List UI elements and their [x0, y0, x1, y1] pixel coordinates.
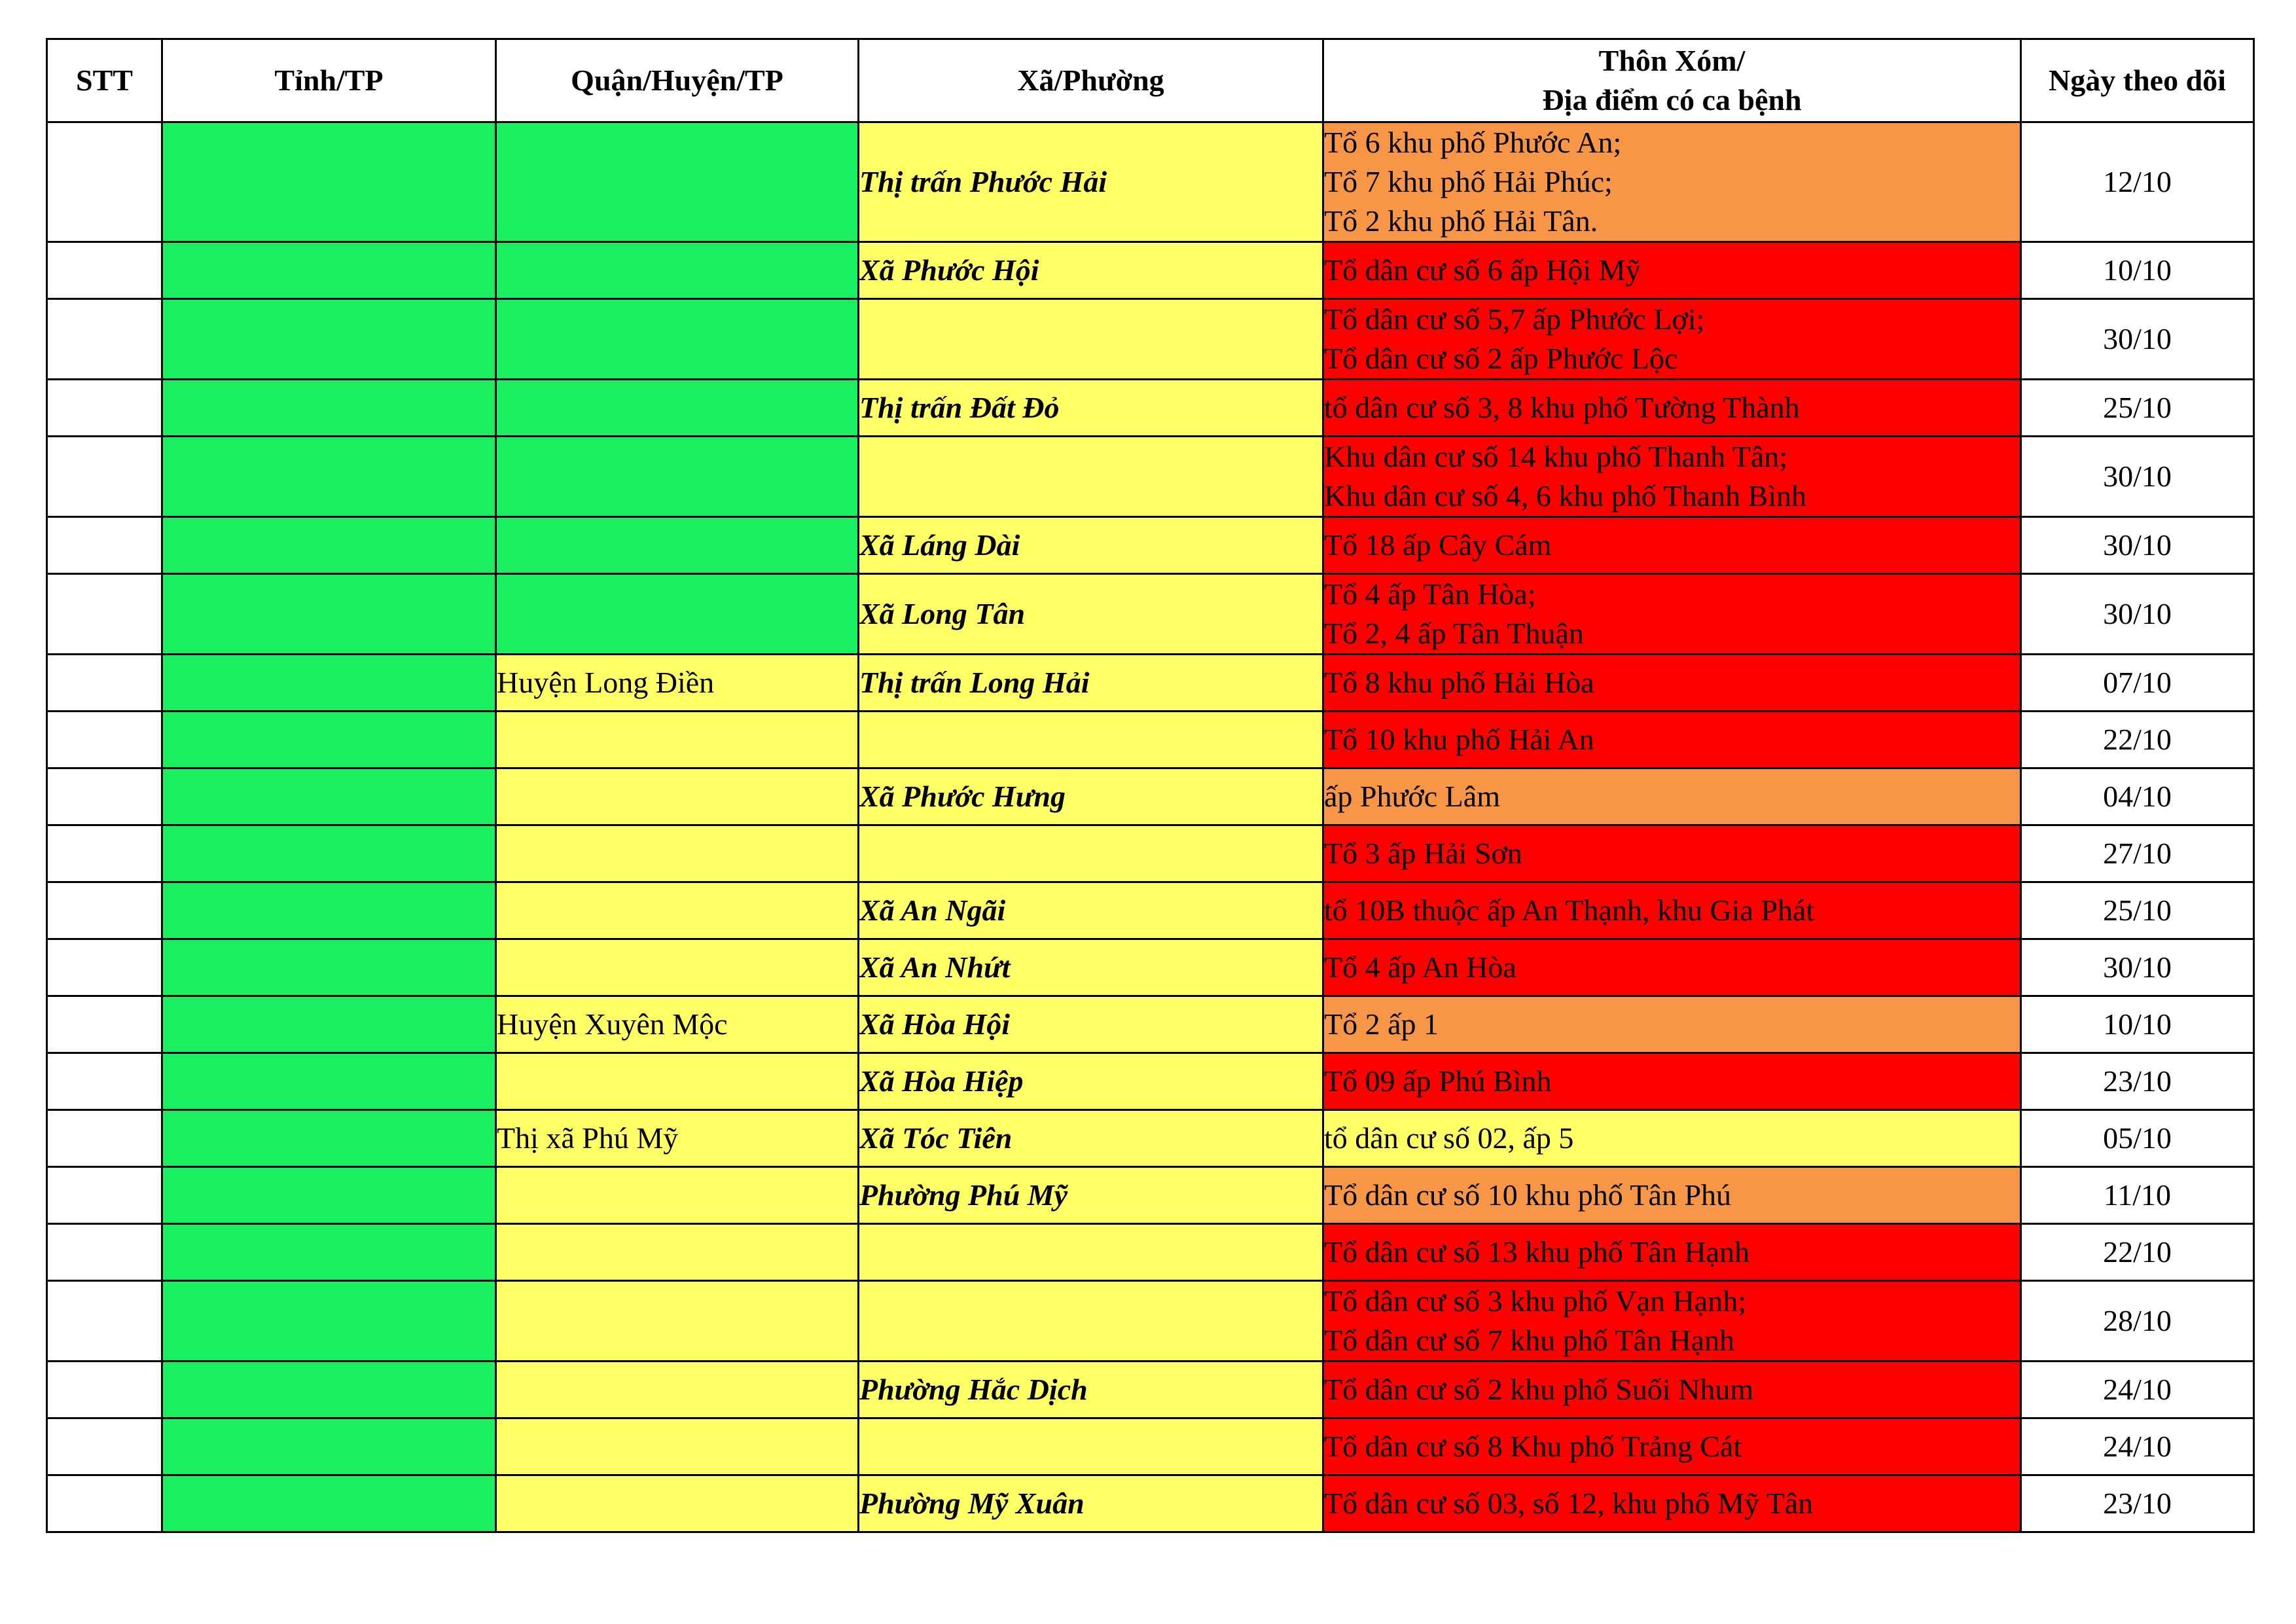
- header-monitor-date: Ngày theo dõi: [2021, 39, 2254, 122]
- stt-cell: [47, 1167, 162, 1224]
- table-row: [47, 1475, 2254, 1532]
- table-row: [47, 299, 2254, 380]
- commune-cell: Xã Hòa Hiệp: [859, 1053, 1323, 1110]
- location-line: Tổ 3 ấp Hải Sơn: [1324, 837, 1522, 870]
- table-row: [47, 122, 2254, 242]
- stt-cell: [47, 242, 162, 299]
- monitor-date-cell: 30/10: [2021, 299, 2254, 380]
- stt-cell: [47, 1475, 162, 1532]
- stt-cell: [47, 437, 162, 517]
- location-line: Tổ 18 ấp Cây Cám: [1324, 528, 1552, 562]
- location-cell: [1323, 122, 2021, 242]
- district-cell: [496, 1362, 859, 1418]
- location-cell: [1323, 1418, 2021, 1475]
- location-cell: [1323, 768, 2021, 825]
- district-cell: Thị xã Phú Mỹ: [496, 1110, 859, 1167]
- district-cell: [496, 1475, 859, 1532]
- stt-cell: [47, 299, 162, 380]
- location-line: Tổ dân cư số 5,7 ấp Phước Lợi;: [1324, 302, 1705, 336]
- district-cell: [496, 517, 859, 574]
- commune-cell: [859, 1224, 1323, 1281]
- district-cell: [496, 939, 859, 996]
- header-location: [1323, 39, 2021, 122]
- table-row: [47, 1110, 2254, 1167]
- stt-cell: [47, 996, 162, 1053]
- commune-cell: Xã An Ngãi: [859, 882, 1323, 939]
- location-line: Tổ dân cư số 2 khu phố Suối Nhum: [1324, 1373, 1754, 1406]
- province-cell: [162, 122, 496, 242]
- monitor-date-cell: 27/10: [2021, 825, 2254, 882]
- location-cell: [1323, 1167, 2021, 1224]
- commune-cell: Xã Phước Hưng: [859, 768, 1323, 825]
- monitor-date-cell: 30/10: [2021, 517, 2254, 574]
- province-cell: [162, 517, 496, 574]
- district-cell: [496, 1224, 859, 1281]
- stt-cell: [47, 1110, 162, 1167]
- commune-cell: Xã An Nhứt: [859, 939, 1323, 996]
- location-line: Tổ dân cư số 8 Khu phố Trảng Cát: [1324, 1430, 1742, 1463]
- location-line: Tổ 2 khu phố Hải Tân.: [1324, 204, 1598, 238]
- location-line: Tổ 2, 4 ấp Tân Thuận: [1324, 617, 1584, 650]
- stt-cell: [47, 1053, 162, 1110]
- district-cell: [496, 1053, 859, 1110]
- table-row: [47, 825, 2254, 882]
- commune-cell: Xã Láng Dài: [859, 517, 1323, 574]
- location-line: Tổ dân cư số 3 khu phố Vạn Hạnh;: [1324, 1284, 1746, 1318]
- district-cell: [496, 1281, 859, 1362]
- location-line: Tổ 6 khu phố Phước An;: [1324, 126, 1622, 159]
- district-cell: [496, 1167, 859, 1224]
- commune-cell: Phường Mỹ Xuân: [859, 1475, 1323, 1532]
- location-line: tổ dân cư số 02, ấp 5: [1324, 1121, 1574, 1155]
- monitor-date-cell: 10/10: [2021, 996, 2254, 1053]
- location-cell: [1323, 939, 2021, 996]
- header-location-line1: Thôn Xóm/: [1598, 44, 1746, 77]
- table-row: [47, 939, 2254, 996]
- province-cell: [162, 768, 496, 825]
- location-line: Tổ 7 khu phố Hải Phúc;: [1324, 165, 1613, 198]
- location-line: Tổ 2 ấp 1: [1324, 1007, 1439, 1041]
- monitor-date-cell: 10/10: [2021, 242, 2254, 299]
- commune-cell: Thị trấn Phước Hải: [859, 122, 1323, 242]
- location-cell: [1323, 655, 2021, 712]
- location-line: Tổ 4 ấp An Hòa: [1324, 950, 1516, 984]
- location-cell: [1323, 380, 2021, 437]
- location-cell: [1323, 882, 2021, 939]
- table-row: [47, 1281, 2254, 1362]
- table-header: [47, 39, 2254, 122]
- commune-cell: [859, 437, 1323, 517]
- commune-cell: Phường Hắc Dịch: [859, 1362, 1323, 1418]
- stt-cell: [47, 825, 162, 882]
- location-line: Tổ 09 ấp Phú Bình: [1324, 1064, 1552, 1098]
- province-cell: [162, 996, 496, 1053]
- province-cell: [162, 1362, 496, 1418]
- stt-cell: [47, 655, 162, 712]
- district-cell: [496, 825, 859, 882]
- location-cell: [1323, 1281, 2021, 1362]
- district-cell: [496, 437, 859, 517]
- monitor-date-cell: 30/10: [2021, 437, 2254, 517]
- location-line: ấp Phước Lâm: [1324, 780, 1500, 813]
- commune-cell: Xã Hòa Hội: [859, 996, 1323, 1053]
- district-cell: [496, 768, 859, 825]
- district-cell: Huyện Xuyên Mộc: [496, 996, 859, 1053]
- stt-cell: [47, 1281, 162, 1362]
- header-location-line2: Địa điểm có ca bệnh: [1542, 83, 1802, 117]
- commune-cell: [859, 825, 1323, 882]
- commune-cell: [859, 299, 1323, 380]
- stt-cell: [47, 939, 162, 996]
- commune-cell: Phường Phú Mỹ: [859, 1167, 1323, 1224]
- table-body: [47, 122, 2254, 1532]
- province-cell: [162, 1418, 496, 1475]
- table-row: [47, 1053, 2254, 1110]
- monitor-date-cell: 25/10: [2021, 380, 2254, 437]
- district-cell: [496, 712, 859, 768]
- stt-cell: [47, 380, 162, 437]
- stt-cell: [47, 122, 162, 242]
- district-cell: [496, 299, 859, 380]
- province-cell: [162, 1224, 496, 1281]
- location-cell: [1323, 1110, 2021, 1167]
- table-row: [47, 1224, 2254, 1281]
- location-line: Tổ 8 khu phố Hải Hòa: [1324, 666, 1594, 699]
- location-line: Khu dân cư số 4, 6 khu phố Thanh Bình: [1324, 479, 1807, 513]
- province-cell: [162, 574, 496, 655]
- stt-cell: [47, 768, 162, 825]
- monitor-date-cell: 22/10: [2021, 1224, 2254, 1281]
- commune-cell: Thị trấn Long Hải: [859, 655, 1323, 712]
- location-cell: [1323, 1362, 2021, 1418]
- header-row: [47, 39, 2254, 122]
- district-cell: [496, 242, 859, 299]
- monitor-date-cell: 11/10: [2021, 1167, 2254, 1224]
- stt-cell: [47, 574, 162, 655]
- location-line: Tổ 10 khu phố Hải An: [1324, 723, 1594, 756]
- location-cell: [1323, 1475, 2021, 1532]
- province-cell: [162, 882, 496, 939]
- monitor-date-cell: 07/10: [2021, 655, 2254, 712]
- table-row: [47, 1418, 2254, 1475]
- province-cell: [162, 242, 496, 299]
- monitor-date-cell: 24/10: [2021, 1362, 2254, 1418]
- table-row: [47, 1362, 2254, 1418]
- table-row: [47, 996, 2254, 1053]
- location-line: Tổ dân cư số 2 ấp Phước Lộc: [1324, 342, 1678, 375]
- stt-cell: [47, 1224, 162, 1281]
- province-cell: [162, 1167, 496, 1224]
- table-row: [47, 380, 2254, 437]
- table-row: [47, 437, 2254, 517]
- location-cell: [1323, 1053, 2021, 1110]
- monitor-date-cell: 04/10: [2021, 768, 2254, 825]
- monitor-date-cell: 23/10: [2021, 1053, 2254, 1110]
- district-cell: [496, 574, 859, 655]
- stt-cell: [47, 882, 162, 939]
- commune-cell: Xã Long Tân: [859, 574, 1323, 655]
- province-cell: [162, 1053, 496, 1110]
- table-row: [47, 1167, 2254, 1224]
- location-cell: [1323, 825, 2021, 882]
- location-cell: [1323, 437, 2021, 517]
- table-row: [47, 242, 2254, 299]
- table-row: [47, 517, 2254, 574]
- province-cell: [162, 1110, 496, 1167]
- stt-cell: [47, 712, 162, 768]
- province-cell: [162, 1281, 496, 1362]
- commune-cell: [859, 1418, 1323, 1475]
- commune-cell: [859, 712, 1323, 768]
- district-cell: Huyện Long Điền: [496, 655, 859, 712]
- monitor-date-cell: 12/10: [2021, 122, 2254, 242]
- stt-cell: [47, 1362, 162, 1418]
- province-cell: [162, 655, 496, 712]
- monitor-date-cell: 05/10: [2021, 1110, 2254, 1167]
- location-cell: [1323, 242, 2021, 299]
- commune-cell: Xã Phước Hội: [859, 242, 1323, 299]
- location-cell: [1323, 299, 2021, 380]
- header-province: Tỉnh/TP: [162, 39, 496, 122]
- table-row: [47, 768, 2254, 825]
- location-cell: [1323, 996, 2021, 1053]
- stt-cell: [47, 1418, 162, 1475]
- location-line: Tổ dân cư số 7 khu phố Tân Hạnh: [1324, 1324, 1735, 1357]
- location-line: Tổ dân cư số 6 ấp Hội Mỹ: [1324, 253, 1641, 287]
- monitor-date-cell: 24/10: [2021, 1418, 2254, 1475]
- district-cell: [496, 1418, 859, 1475]
- location-cell: [1323, 517, 2021, 574]
- district-cell: [496, 882, 859, 939]
- monitor-date-cell: 30/10: [2021, 574, 2254, 655]
- province-cell: [162, 380, 496, 437]
- location-line: tổ dân cư số 3, 8 khu phố Tường Thành: [1324, 391, 1800, 424]
- province-cell: [162, 437, 496, 517]
- location-line: Tổ dân cư số 10 khu phố Tân Phú: [1324, 1178, 1732, 1212]
- location-line: Tổ dân cư số 03, số 12, khu phố Mỹ Tân: [1324, 1487, 1814, 1520]
- monitor-date-cell: 30/10: [2021, 939, 2254, 996]
- location-cell: [1323, 1224, 2021, 1281]
- monitor-date-cell: 22/10: [2021, 712, 2254, 768]
- location-line: Tổ dân cư số 13 khu phố Tân Hạnh: [1324, 1235, 1750, 1269]
- location-cell: [1323, 574, 2021, 655]
- province-cell: [162, 825, 496, 882]
- province-cell: [162, 1475, 496, 1532]
- province-cell: [162, 712, 496, 768]
- table-row: [47, 712, 2254, 768]
- district-cell: [496, 122, 859, 242]
- location-cell: [1323, 712, 2021, 768]
- district-cell: [496, 380, 859, 437]
- table-row: [47, 655, 2254, 712]
- location-line: Khu dân cư số 14 khu phố Thanh Tân;: [1324, 440, 1788, 473]
- province-cell: [162, 939, 496, 996]
- monitor-date-cell: 28/10: [2021, 1281, 2254, 1362]
- commune-cell: Thị trấn Đất Đỏ: [859, 380, 1323, 437]
- header-stt: STT: [47, 39, 162, 122]
- monitor-date-cell: 23/10: [2021, 1475, 2254, 1532]
- monitor-date-cell: 25/10: [2021, 882, 2254, 939]
- province-cell: [162, 299, 496, 380]
- commune-cell: [859, 1281, 1323, 1362]
- header-commune: Xã/Phường: [859, 39, 1323, 122]
- location-line: tổ 10B thuộc ấp An Thạnh, khu Gia Phát: [1324, 893, 1815, 927]
- table-row: [47, 882, 2254, 939]
- outbreak-table: [46, 38, 2255, 1533]
- table-row: [47, 574, 2254, 655]
- commune-cell: Xã Tóc Tiên: [859, 1110, 1323, 1167]
- header-district: Quận/Huyện/TP: [496, 39, 859, 122]
- location-line: Tổ 4 ấp Tân Hòa;: [1324, 577, 1536, 611]
- stt-cell: [47, 517, 162, 574]
